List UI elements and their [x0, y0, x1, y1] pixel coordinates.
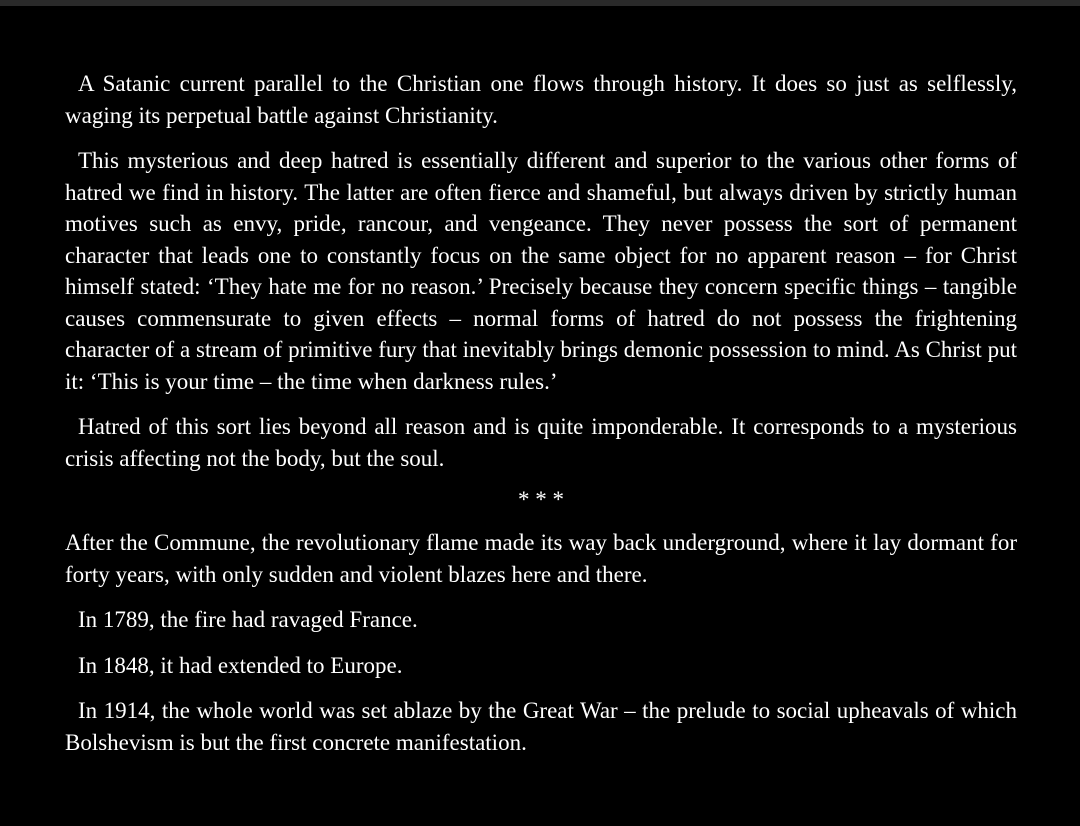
paragraph: In 1914, the whole world was set ablaze by the Great War – the prelude to social upheavals of which Bolshevism is but the first concrete manifestation. — [65, 698, 1017, 755]
paragraph: In 1848, it had extended to Europe. — [78, 652, 403, 678]
reader-top-bar — [0, 0, 1080, 6]
paragraph: Hatred of this sort lies beyond all reason and is quite imponderable. It corresponds to a mysterious crisis affecting not the body, but the soul. — [65, 414, 1017, 471]
section-separator: * * * — [518, 487, 564, 512]
paragraph: A Satanic current parallel to the Christian one flows through history. It does so just as selflessly, waging its perpetual battle against Christianity. — [65, 71, 1017, 128]
paragraph: In 1789, the fire had ravaged France. — [78, 607, 418, 632]
paragraph: After the Commune, the revolutionary flame made its way back underground, where it lay dormant for forty years, with only sudden and violent blazes here and there. — [65, 530, 1017, 587]
paragraph: This mysterious and deep hatred is essentially different and superior to the various other forms of hatred we find in history. The latter are often fierce and shameful, but always driven by strictly human motives such as envy, pride, rancour, and vengeance. They never possess the sort of permanent character that leads one to constantly focus on the same object for no apparent reason – for Christ himself stated: ‘They hate me for no reason.’ Precisely because they concern specific things – tangible causes commensurate to given effects – normal forms of hatred do not possess the frightening character of a stream of primitive fury that inevitably brings demonic possession to mind. As Christ put it: ‘This is your time – the time when darkness rules.’ — [65, 148, 1017, 394]
reader-page[interactable] — [65, 68, 1017, 772]
